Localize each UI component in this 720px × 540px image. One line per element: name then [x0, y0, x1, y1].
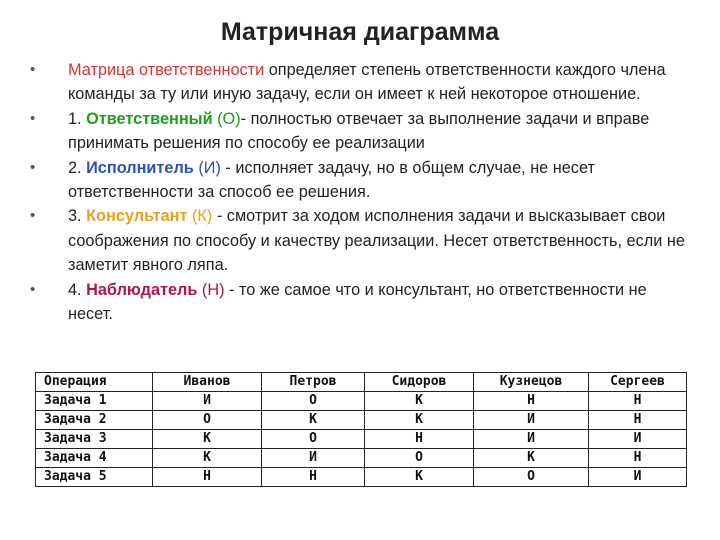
- matrix-term: Матрица ответственности: [68, 61, 265, 79]
- role-code-executor: (И): [193, 158, 221, 177]
- bullet-icon: •: [30, 280, 36, 298]
- bullet-item-matrix-definition: [30, 58, 690, 107]
- bullet-item-consultant: [30, 204, 690, 277]
- role-code-responsible: (О): [212, 109, 241, 128]
- table-cell: И: [589, 468, 687, 487]
- table-cell: О: [365, 449, 474, 468]
- bullet-list: [30, 58, 690, 326]
- bullet-icon: •: [30, 207, 36, 225]
- table-cell: К: [153, 430, 262, 449]
- table-cell: К: [365, 468, 474, 487]
- table-cell: О: [153, 411, 262, 430]
- responsibility-matrix-table: [35, 372, 687, 487]
- table-row: [36, 411, 687, 430]
- table-cell: Н: [589, 392, 687, 411]
- bullet-text: определяет степень ответственности каждого члена команды за ту или иную задачу, если он имеет к ней некоторое отношение.: [68, 61, 666, 104]
- table-cell: К: [153, 449, 262, 468]
- bullet-number: 3.: [68, 207, 87, 226]
- table-cell: И: [474, 430, 589, 449]
- table-cell: О: [474, 468, 589, 487]
- bullet-item-responsible: [30, 107, 690, 156]
- bullet-text: - то же самое что и консультант, но ответственности не несет.: [68, 280, 647, 324]
- role-observer: Наблюдатель: [86, 280, 198, 299]
- table-cell: Н: [589, 411, 687, 430]
- column-header: Сергеев: [589, 373, 687, 392]
- column-header: Кузнецов: [474, 373, 589, 392]
- bullet-item-executor: [30, 156, 690, 205]
- bullet-number: 1.: [68, 109, 87, 128]
- table-cell: О: [262, 392, 365, 411]
- bullet-icon: •: [30, 109, 36, 127]
- column-header: Операция: [36, 373, 153, 392]
- bullet-number: 2.: [68, 158, 87, 177]
- table-cell: Н: [262, 468, 365, 487]
- bullet-number: 4.: [68, 280, 87, 299]
- bullet-icon: •: [30, 158, 36, 176]
- bullet-text: - исполняет задачу, но в общем случае, не несет ответственности за способ ее решения.: [68, 158, 595, 202]
- table-cell: К: [262, 411, 365, 430]
- role-consultant: Консультант: [86, 207, 188, 226]
- column-header: Сидоров: [365, 373, 474, 392]
- table-cell: И: [474, 411, 589, 430]
- bullet-text: - полностью отвечает за выполнение задачи и вправе принимать решения по способу ее реализации: [68, 109, 650, 153]
- bullet-icon: •: [30, 61, 36, 78]
- column-header: Петров: [262, 373, 365, 392]
- table-row: [36, 468, 687, 487]
- table-cell: Н: [365, 430, 474, 449]
- table-row: [36, 449, 687, 468]
- table-cell: Н: [153, 468, 262, 487]
- bullet-item-observer: [30, 278, 690, 327]
- table-cell: Н: [474, 392, 589, 411]
- page-title: Матричная диаграмма: [220, 18, 500, 46]
- task-cell: Задача 4: [36, 449, 153, 468]
- table-row: [36, 430, 687, 449]
- role-code-consultant: (К): [187, 207, 213, 226]
- role-responsible: Ответственный: [86, 109, 213, 128]
- role-executor: Исполнитель: [86, 158, 194, 177]
- task-cell: Задача 3: [36, 430, 153, 449]
- task-cell: Задача 2: [36, 411, 153, 430]
- table-header-row: [36, 373, 687, 392]
- table-cell: Н: [589, 449, 687, 468]
- table-cell: К: [365, 392, 474, 411]
- table-cell: И: [589, 430, 687, 449]
- table-cell: И: [153, 392, 262, 411]
- task-cell: Задача 1: [36, 392, 153, 411]
- table-cell: К: [365, 411, 474, 430]
- table-row: [36, 392, 687, 411]
- bullet-text: - смотрит за ходом исполнения задачи и высказывает свои соображения по способу и качеству реализации. Несет ответственность, если не заметит явного ляпа.: [68, 207, 685, 275]
- role-code-observer: (Н): [197, 280, 225, 299]
- table-cell: И: [262, 449, 365, 468]
- task-cell: Задача 5: [36, 468, 153, 487]
- column-header: Иванов: [153, 373, 262, 392]
- table-cell: К: [474, 449, 589, 468]
- table-cell: О: [262, 430, 365, 449]
